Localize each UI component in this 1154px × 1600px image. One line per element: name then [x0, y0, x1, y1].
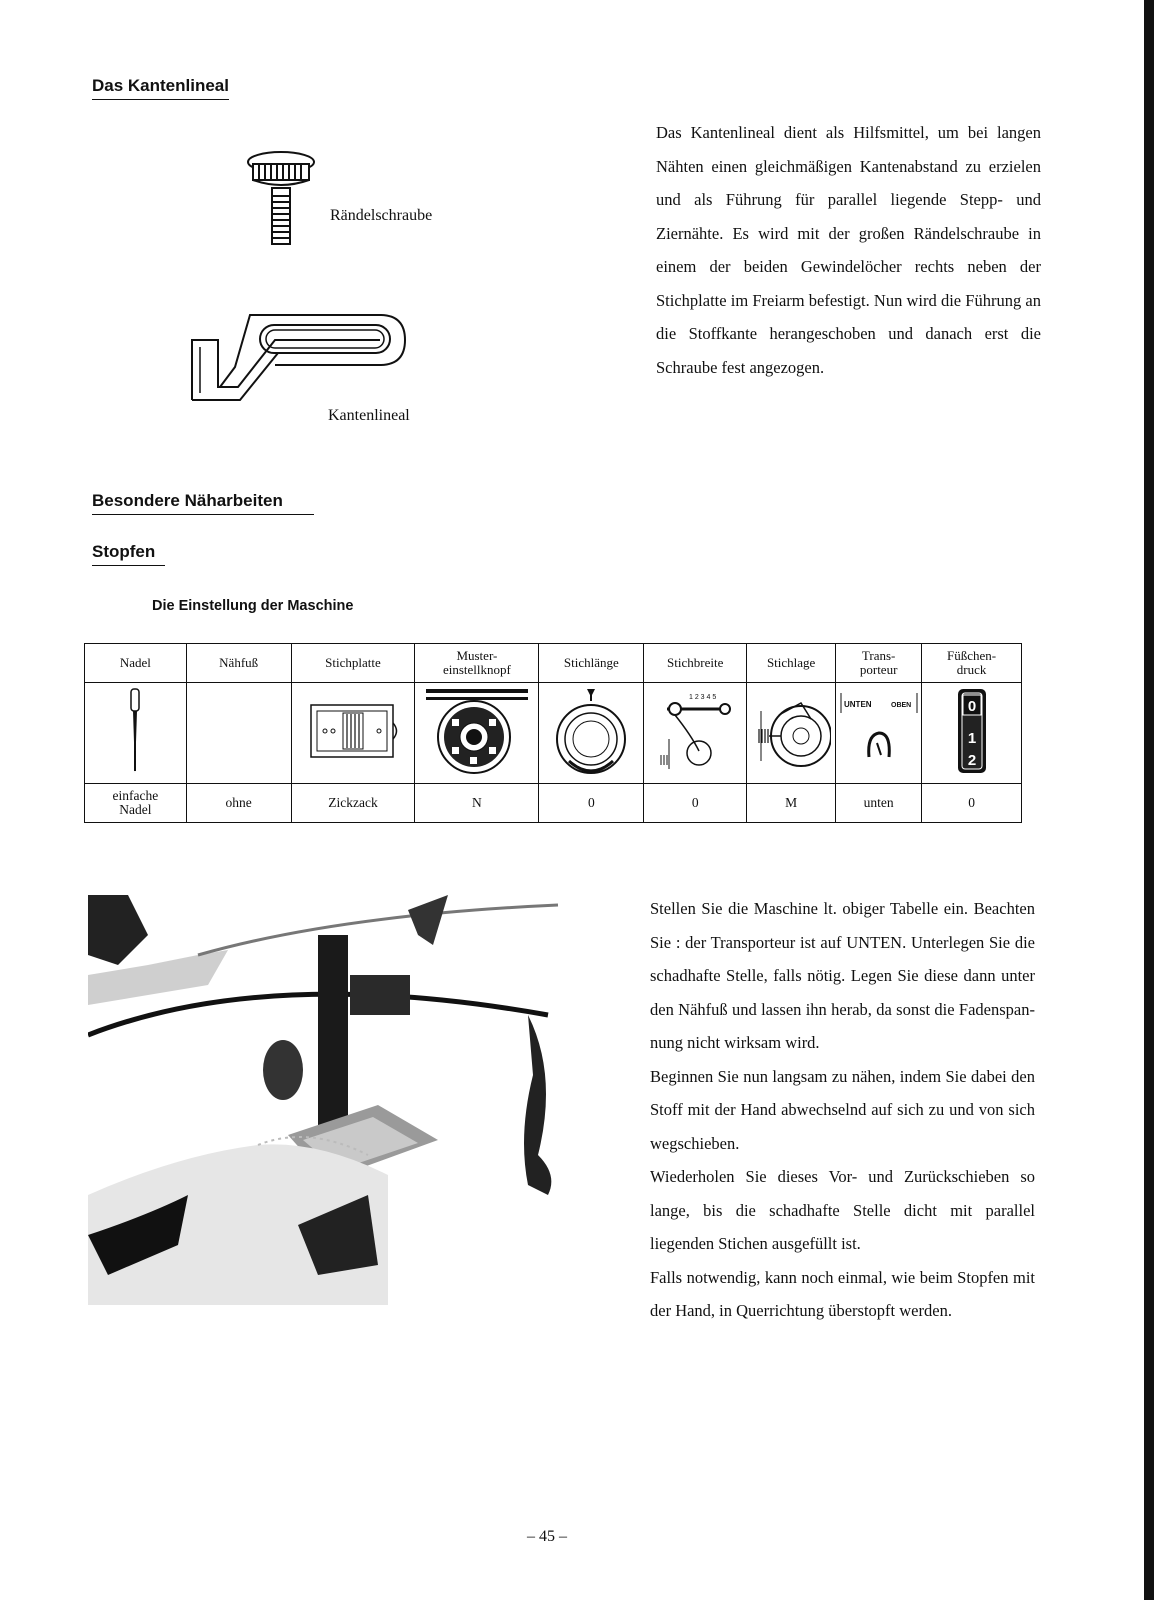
cell-feed-dog — [836, 683, 922, 784]
header-stichlaenge: Stichlänge — [539, 644, 644, 683]
header-naehfuss: Nähfuß — [186, 644, 291, 683]
header-stichplatte: Stichplatte — [291, 644, 415, 683]
table-icon-row — [85, 683, 1022, 784]
cell-pattern-dial — [415, 683, 539, 784]
svg-text:1 2 3 4 5: 1 2 3 4 5 — [689, 694, 717, 701]
paragraph-3: Wiederholen Sie dieses Vor- und Zurückschieben so lange, bis die schadhafte Stelle dicht mit parallel liegenden Stichen ausgefüllt ist. — [650, 1167, 1035, 1253]
heading-kantenlineal: Das Kantenlineal — [92, 76, 229, 100]
feed-dog-lever-icon — [837, 685, 921, 777]
knurled-screw-icon — [245, 150, 320, 250]
header-stichlage: Stichlage — [747, 644, 836, 683]
value-stichbreite: 0 — [644, 784, 747, 823]
darning-photo — [88, 895, 578, 1305]
value-mustereinstellknopf: N — [415, 784, 539, 823]
stitch-length-dial-icon — [551, 685, 631, 777]
svg-text:2: 2 — [967, 752, 976, 769]
svg-text:OBEN: OBEN — [890, 702, 911, 709]
paragraph-1: Stellen Sie die Maschine lt. obiger Tabelle ein. Beachten Sie : der Transporteur ist auf UNTEN. Unterlegen Sie die schadhafte Stelle, falls nötig. Legen Sie diese dann unter den Nähfuß und lassen ihn herab, da sonst die Fadenspannung nicht wirksam wird. — [650, 899, 1035, 1052]
heading-besondere-naeharbeiten: Besondere Näharbeiten — [92, 491, 314, 515]
value-transporteur: unten — [836, 784, 922, 823]
page-number: – 45 – — [527, 1528, 567, 1545]
value-fuesschendruck: 0 — [922, 784, 1022, 823]
table-title: Die Einstellung der Maschine — [152, 598, 354, 614]
header-mustereinstellknopf: Muster- einstellknopf — [415, 644, 539, 683]
cell-stitch-width — [644, 683, 747, 784]
scan-edge-bar — [1144, 0, 1154, 1600]
settings-table — [84, 643, 1022, 823]
cell-needle-position — [747, 683, 836, 784]
heading-stopfen: Stopfen — [92, 542, 165, 566]
cell-presser-foot-empty — [186, 683, 291, 784]
value-nadel: einfache Nadel — [85, 784, 187, 823]
value-stichlaenge: 0 — [539, 784, 644, 823]
paragraph-4: Falls notwendig, kann noch einmal, wie beim Stopfen mit der Hand, in Querrichtung überstopft werden. — [650, 1267, 1035, 1320]
header-transporteur: Trans- porteur — [836, 644, 922, 683]
value-stichlage: M — [747, 784, 836, 823]
needle-icon — [125, 685, 145, 777]
cell-needle-plate — [291, 683, 415, 784]
needle-plate-icon — [305, 699, 401, 763]
svg-text:1: 1 — [967, 730, 976, 747]
edge-guide-icon — [180, 305, 410, 415]
cell-stitch-length — [539, 683, 644, 784]
paragraph-2: Beginnen Sie nun langsam zu nähen, indem Sie dabei den Stoff mit der Hand abwechselnd auf sich zu und von sich wegschieben. — [650, 1066, 1035, 1153]
svg-text:UNTEN: UNTEN — [843, 700, 872, 709]
cell-presser-pressure — [922, 683, 1022, 784]
sewing-machine-darning-illustration — [88, 895, 578, 1305]
table-header-row — [85, 644, 1022, 683]
header-nadel: Nadel — [85, 644, 187, 683]
label-raendelschraube: Rändelschraube — [330, 207, 433, 224]
pattern-dial-icon — [422, 685, 532, 777]
table-value-row — [85, 784, 1022, 823]
presser-pressure-dial-icon — [952, 685, 992, 777]
needle-position-dial-icon — [751, 685, 831, 777]
header-fuesschendruck: Füßchen- druck — [922, 644, 1022, 683]
value-naehfuss: ohne — [186, 784, 291, 823]
svg-text:0: 0 — [967, 698, 976, 715]
paragraph-kantenlineal: Das Kantenlineal dient als Hilfsmittel, um bei langen Nähten einen gleichmäßigen Kantenabstand zu erzielen und als Führung für parallel liegende Stepp- und Ziernähte. Es wird mit der großen Rändelschraube in einem der beiden Gewindelöcher rechts neben der Stichplatte im Freiarm befestigt. Nun wird die Führung an die Stoffkante herangeschoben und danach erst die Schraube fest angezogen. — [656, 123, 1041, 377]
header-stichbreite: Stichbreite — [644, 644, 747, 683]
stitch-width-lever-icon — [655, 685, 735, 777]
cell-needle — [85, 683, 187, 784]
value-stichplatte: Zickzack — [291, 784, 415, 823]
darning-instructions — [650, 892, 1035, 1328]
label-kantenlineal: Kantenlineal — [328, 407, 410, 424]
